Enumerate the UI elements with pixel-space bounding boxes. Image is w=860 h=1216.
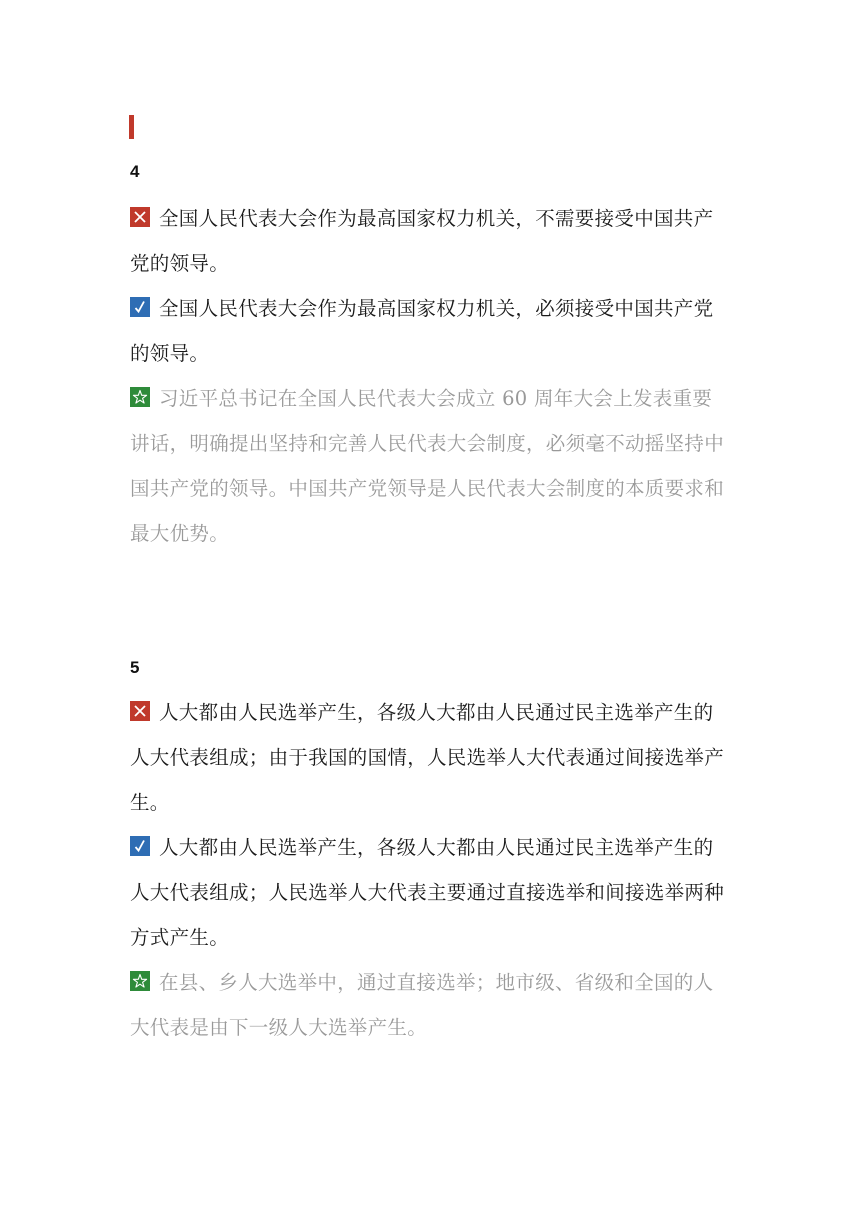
explanation-note (130, 960, 730, 1050)
cross-icon (130, 207, 150, 227)
cross-icon (130, 701, 150, 721)
question-number: 5 (130, 658, 140, 677)
explanation-note (130, 376, 730, 556)
correct-statement (130, 286, 730, 376)
star-icon (130, 387, 150, 407)
explanation-note-text: 习近平总书记在全国人民代表大会成立 60 周年大会上发表重要讲话，明确提出坚持和完善人民代表大会制度，必须毫不动摇坚持中国共产党的领导。中国共产党领导是人民代表大会制度的本质要求和最大优势。 (130, 387, 725, 545)
star-icon (130, 971, 150, 991)
correct-statement (130, 825, 730, 960)
wrong-statement (130, 690, 730, 825)
wrong-statement-text: 人大都由人民选举产生，各级人大都由人民通过民主选举产生的人大代表组成；由于我国的国情，人民选举人大代表通过间接选举产生。 (130, 701, 725, 814)
correct-statement-text: 人大都由人民选举产生，各级人大都由人民通过民主选举产生的人大代表组成；人民选举人大代表主要通过直接选举和间接选举两种方式产生。 (130, 836, 725, 949)
question-number: 4 (130, 162, 140, 181)
check-icon (130, 297, 150, 317)
wrong-statement-text: 全国人民代表大会作为最高国家权力机关，不需要接受中国共产党的领导。 (130, 207, 714, 275)
section-accent-bar (129, 115, 134, 139)
check-icon (130, 836, 150, 856)
correct-statement-text: 全国人民代表大会作为最高国家权力机关，必须接受中国共产党的领导。 (130, 297, 714, 365)
explanation-note-text: 在县、乡人大选举中，通过直接选举；地市级、省级和全国的人大代表是由下一级人大选举产生。 (130, 971, 714, 1039)
wrong-statement (130, 196, 730, 286)
